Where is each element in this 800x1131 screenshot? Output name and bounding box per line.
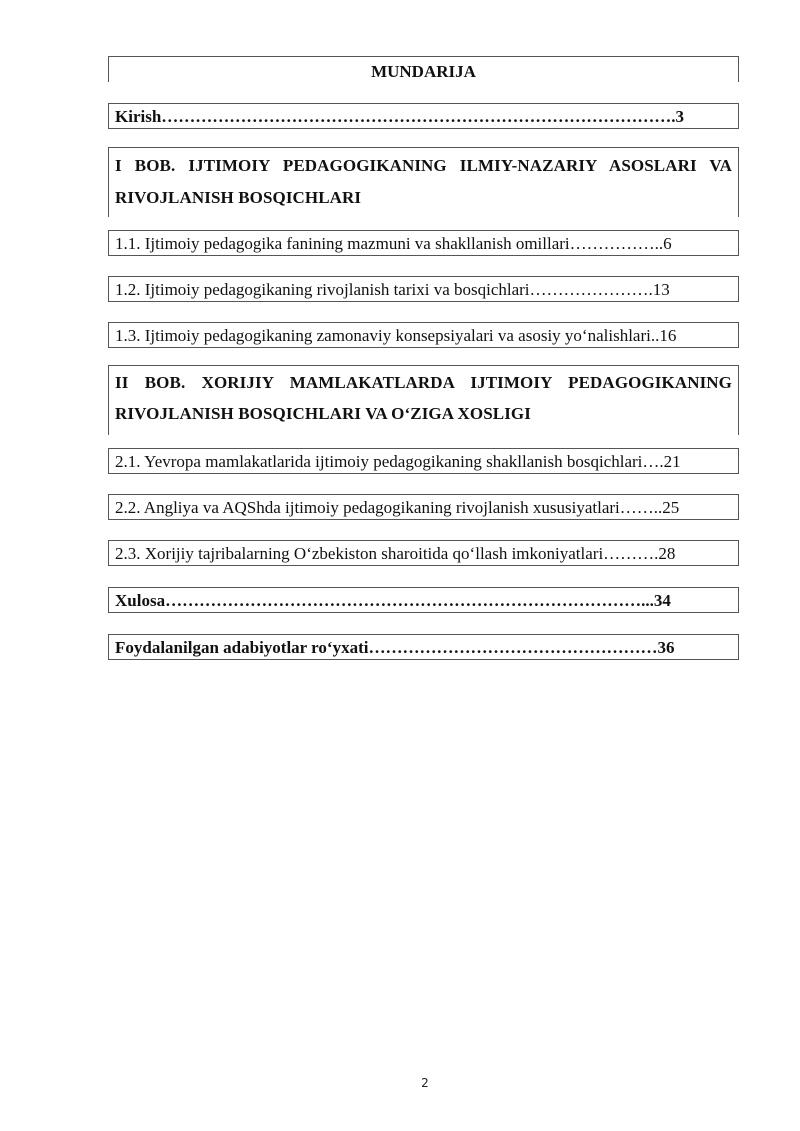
toc-section-1-1-text: 1.1. Ijtimoiy pedagogika fanining mazmuni va shakllanish omillari……………..6 [115,234,672,253]
toc-chapter-2 [108,365,739,435]
toc-section-2-3 [108,540,739,566]
toc-entry-conclusion-text: Xulosa…………………………………………………………………………...34 [115,591,671,610]
toc-chapter-2-line1: II BOB. XORIJIY MAMLAKATLARDA IJTIMOIY PEDAGOGIKANING [115,373,732,392]
toc-heading-box [108,56,739,82]
toc-chapter-1-line2: RIVOJLANISH BOSQICHLARI [115,188,362,207]
toc-section-2-2 [108,494,739,520]
toc-section-2-1 [108,448,739,474]
toc-entry-intro-text: Kirish……………………………………………………………………………….3 [115,107,685,126]
toc-chapter-1 [108,147,739,217]
toc-entry-references-text: Foydalanilgan adabiyotlar ro‘yxati……………………………………………36 [115,638,675,657]
toc-section-1-1 [108,230,739,256]
toc-section-2-3-text: 2.3. Xorijiy tajribalarning O‘zbekiston sharoitida qo‘llash imkoniyatlari……….28 [115,544,676,563]
toc-section-1-3 [108,322,739,348]
toc-chapter-1-line1: I BOB. IJTIMOIY PEDAGOGIKANING ILMIY-NAZARIY ASOSLARI VA [115,156,732,175]
page-number: 2 [421,1076,429,1090]
toc-section-2-2-text: 2.2. Angliya va AQShda ijtimoiy pedagogikaning rivojlanish xususiyatlari……..25 [115,498,680,517]
toc-heading: MUNDARIJA [371,62,476,81]
toc-section-1-3-text: 1.3. Ijtimoiy pedagogikaning zamonaviy konsepsiyalari va asosiy yo‘nalishlari..16 [115,326,677,345]
toc-entry-references [108,634,739,660]
toc-section-1-2 [108,276,739,302]
toc-chapter-2-line2: RIVOJLANISH BOSQICHLARI VA O‘ZIGA XOSLIGI [115,404,531,423]
toc-entry-conclusion [108,587,739,613]
toc-section-2-1-text: 2.1. Yevropa mamlakatlarida ijtimoiy pedagogikaning shakllanish bosqichlari….21 [115,452,681,471]
toc-entry-intro [108,103,739,129]
toc-section-1-2-text: 1.2. Ijtimoiy pedagogikaning rivojlanish tarixi va bosqichlari………………….13 [115,280,670,299]
